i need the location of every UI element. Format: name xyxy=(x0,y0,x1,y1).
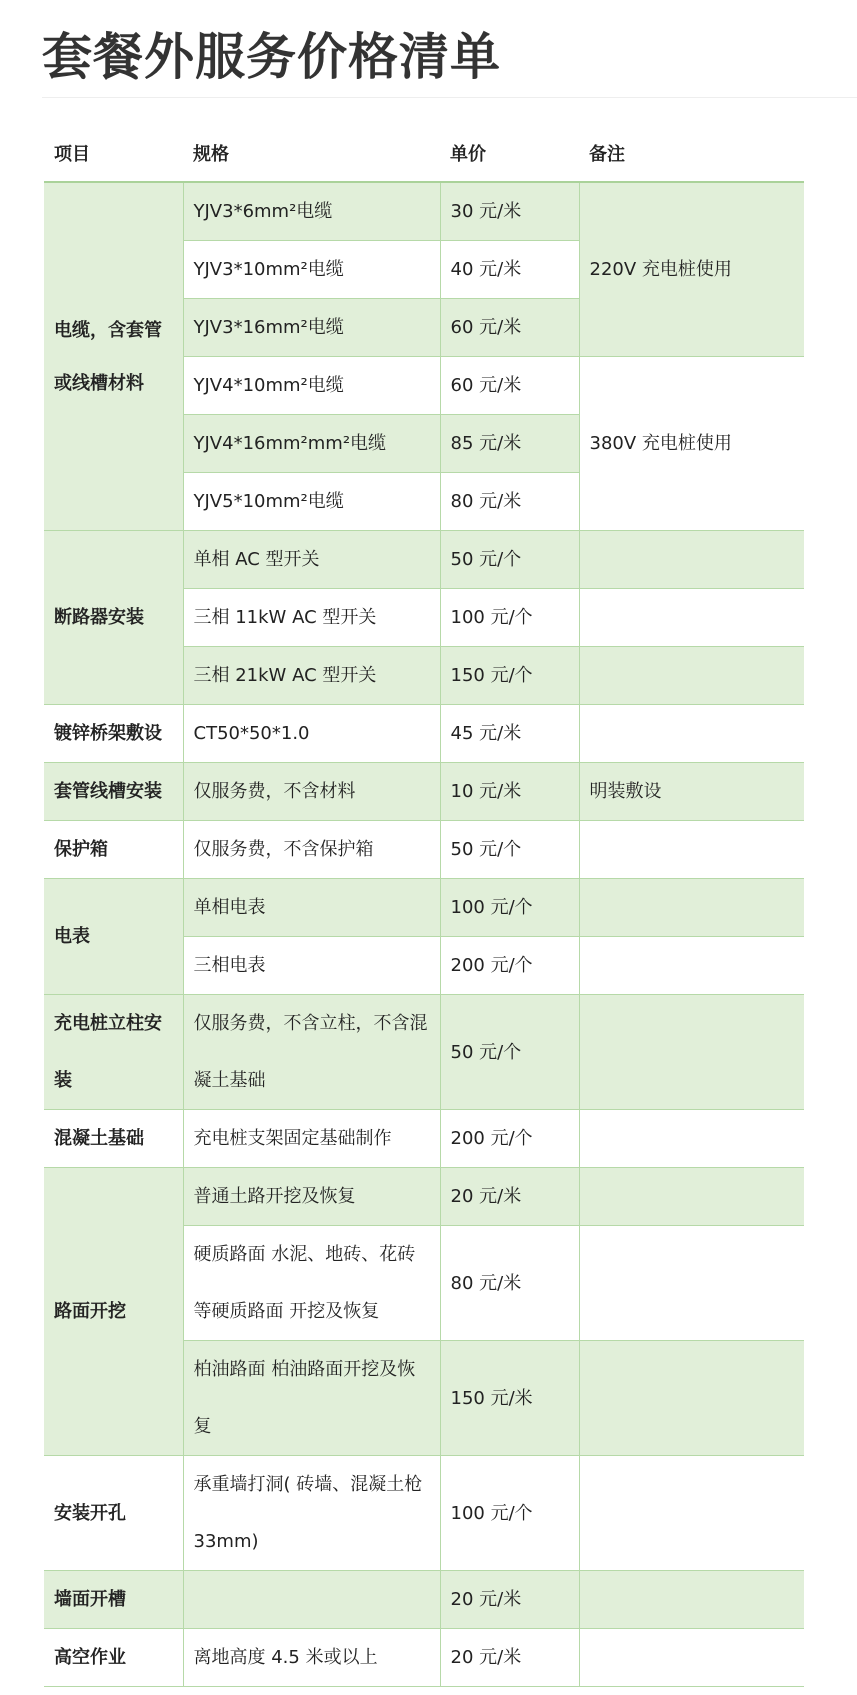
note-cell xyxy=(579,1456,804,1571)
spec-cell: 充电桩支架固定基础制作 xyxy=(183,1110,440,1168)
price-cell: 150 元/个 xyxy=(440,647,579,705)
table-row xyxy=(44,763,804,821)
price-table xyxy=(44,125,804,1687)
note-380v: 380V 充电桩使用 xyxy=(579,357,804,531)
item-road: 路面开挖 xyxy=(44,1168,183,1456)
price-cell: 80 元/米 xyxy=(440,1226,579,1341)
spec-cell: 单相 AC 型开关 xyxy=(183,531,440,589)
item-cable: 电缆，含套管或线槽材料 xyxy=(44,182,183,531)
note-cell xyxy=(579,937,804,995)
note-220v: 220V 充电桩使用 xyxy=(579,182,804,357)
spec-cell: 离地高度 4.5 米或以上 xyxy=(183,1629,440,1687)
spec-cell: 三相 11kW AC 型开关 xyxy=(183,589,440,647)
page-title: 套餐外服务价格清单 xyxy=(42,28,501,86)
spec-cell: CT50*50*1.0 xyxy=(183,705,440,763)
item-slot: 墙面开槽 xyxy=(44,1571,183,1629)
table-row xyxy=(44,1629,804,1687)
note-cell xyxy=(579,995,804,1110)
price-cell: 100 元/个 xyxy=(440,879,579,937)
note-cell xyxy=(579,647,804,705)
spec-cell: YJV3*6mm²电缆 xyxy=(183,182,440,241)
price-cell: 45 元/米 xyxy=(440,705,579,763)
header-item: 项目 xyxy=(44,125,183,182)
item-concrete: 混凝土基础 xyxy=(44,1110,183,1168)
price-cell: 150 元/米 xyxy=(440,1341,579,1456)
note-cell xyxy=(579,705,804,763)
price-cell: 50 元/个 xyxy=(440,531,579,589)
note-cell xyxy=(579,589,804,647)
spec-cell: 仅服务费，不含立柱，不含混凝土基础 xyxy=(183,995,440,1110)
table-row xyxy=(44,821,804,879)
table-row xyxy=(44,995,804,1110)
spec-cell: 三相电表 xyxy=(183,937,440,995)
price-cell: 100 元/个 xyxy=(440,589,579,647)
note-cell xyxy=(579,1110,804,1168)
note-cell xyxy=(579,1226,804,1341)
item-bridge: 镀锌桥架敷设 xyxy=(44,705,183,763)
table-row xyxy=(44,1110,804,1168)
price-cell: 200 元/个 xyxy=(440,937,579,995)
note-cell xyxy=(579,1341,804,1456)
spec-cell: 三相 21kW AC 型开关 xyxy=(183,647,440,705)
note-cell xyxy=(579,1629,804,1687)
price-cell: 60 元/米 xyxy=(440,299,579,357)
price-cell: 85 元/米 xyxy=(440,415,579,473)
item-meter: 电表 xyxy=(44,879,183,995)
table-row xyxy=(44,879,804,937)
price-cell: 100 元/个 xyxy=(440,1456,579,1571)
note-cell xyxy=(579,531,804,589)
price-cell: 20 元/米 xyxy=(440,1168,579,1226)
item-conduit: 套管线槽安装 xyxy=(44,763,183,821)
table-row xyxy=(44,1571,804,1629)
spec-cell: YJV4*16mm²mm²电缆 xyxy=(183,415,440,473)
header-note: 备注 xyxy=(579,125,804,182)
item-protect-box: 保护箱 xyxy=(44,821,183,879)
spec-cell: YJV4*10mm²电缆 xyxy=(183,357,440,415)
spec-cell: 柏油路面 柏油路面开挖及恢复 xyxy=(183,1341,440,1456)
header-price: 单价 xyxy=(440,125,579,182)
price-cell: 200 元/个 xyxy=(440,1110,579,1168)
note-cell: 明装敷设 xyxy=(579,763,804,821)
spec-cell: 仅服务费，不含材料 xyxy=(183,763,440,821)
price-cell: 20 元/米 xyxy=(440,1629,579,1687)
note-cell xyxy=(579,821,804,879)
price-cell: 80 元/米 xyxy=(440,473,579,531)
spec-cell: 仅服务费，不含保护箱 xyxy=(183,821,440,879)
table-header-row xyxy=(44,125,804,182)
price-cell: 60 元/米 xyxy=(440,357,579,415)
note-cell xyxy=(579,879,804,937)
spec-cell: YJV5*10mm²电缆 xyxy=(183,473,440,531)
price-cell: 50 元/个 xyxy=(440,995,579,1110)
price-cell: 50 元/个 xyxy=(440,821,579,879)
item-breaker: 断路器安装 xyxy=(44,531,183,705)
table-row xyxy=(44,531,804,589)
spec-cell: YJV3*16mm²电缆 xyxy=(183,299,440,357)
header-spec: 规格 xyxy=(183,125,440,182)
spec-cell xyxy=(183,1571,440,1629)
price-cell: 30 元/米 xyxy=(440,182,579,241)
table-row xyxy=(44,1456,804,1571)
price-cell: 10 元/米 xyxy=(440,763,579,821)
item-high: 高空作业 xyxy=(44,1629,183,1687)
spec-cell: 承重墙打洞( 砖墙、混凝土枪33mm) xyxy=(183,1456,440,1571)
note-cell xyxy=(579,1571,804,1629)
price-cell: 20 元/米 xyxy=(440,1571,579,1629)
price-cell: 40 元/米 xyxy=(440,241,579,299)
item-column: 充电桩立柱安装 xyxy=(44,995,183,1110)
title-divider xyxy=(42,97,857,98)
note-cell xyxy=(579,1168,804,1226)
item-drill: 安装开孔 xyxy=(44,1456,183,1571)
spec-cell: YJV3*10mm²电缆 xyxy=(183,241,440,299)
table-row xyxy=(44,182,804,241)
spec-cell: 普通土路开挖及恢复 xyxy=(183,1168,440,1226)
table-row xyxy=(44,705,804,763)
spec-cell: 硬质路面 水泥、地砖、花砖等硬质路面 开挖及恢复 xyxy=(183,1226,440,1341)
table-row xyxy=(44,1168,804,1226)
spec-cell: 单相电表 xyxy=(183,879,440,937)
